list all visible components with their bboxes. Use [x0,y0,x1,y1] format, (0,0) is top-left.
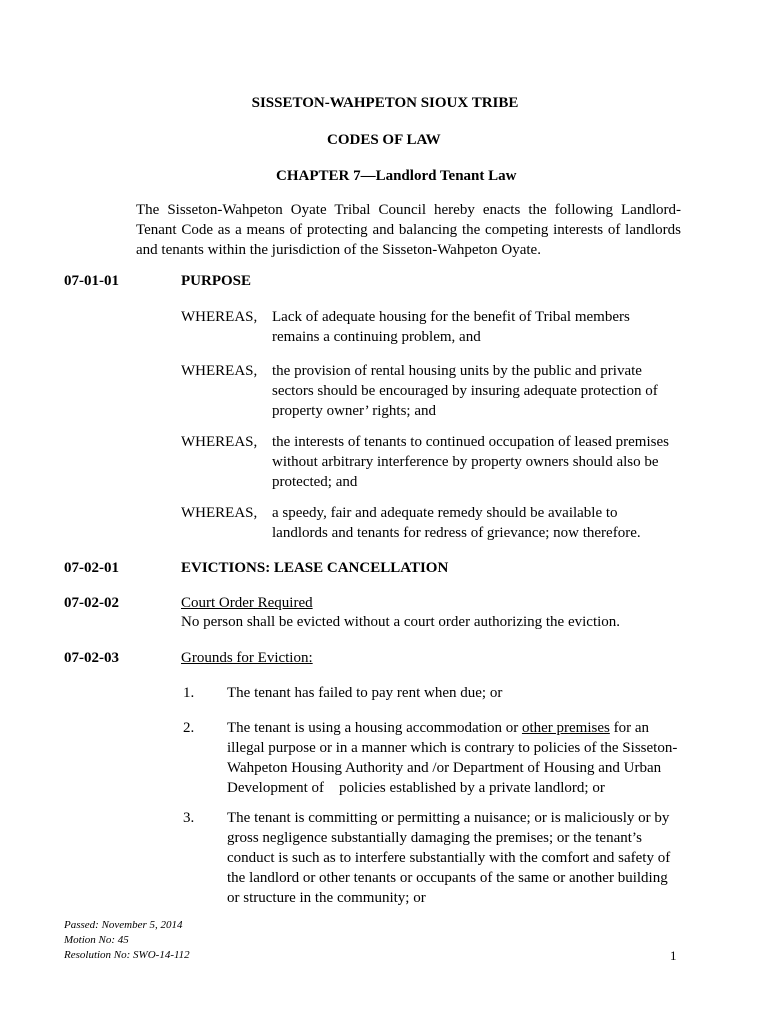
codes-title: CODES OF LAW [327,132,441,148]
section-number-court-order: 07-02-02 [64,595,119,611]
list-item-text: The tenant has failed to pay rent when due; or [227,685,503,701]
list-item-text: The tenant is committing or permitting a nuisance; or is maliciously or by gross negligence substantially damaging the premises; or the tenant’s conduct is such as to interfere substantially with the comfort and safety of the landlord or other tenants or occupants of the same or another building or structure in the community; or [227,810,671,906]
other-premises-underline: other premises [521,720,610,736]
footer-resolution: Resolution No: SWO-14-112 [64,949,190,961]
tribe-title: SISSETON-WAHPETON SIOUX TRIBE [251,95,519,111]
page-number: 1 [670,948,677,963]
whereas-label: WHEREAS, [181,309,258,325]
intro-paragraph: The Sisseton-Wahpeton Oyate Tribal Council hereby enacts the following Landlord-Tenant Code as a means of protecting and balancing the competing interests of landlords and tenants within the jurisdiction of the Sisseton-Wahpeton Oyate. [136,202,681,258]
section-title-grounds: Grounds for Eviction: [181,650,313,666]
whereas-clause: the provision of rental housing units by the public and private sectors should be encouraged by insuring adequate protection of property owner’ rights; and [272,363,658,419]
section-title-evictions: EVICTIONS: LEASE CANCELLATION [181,560,449,576]
chapter-title: CHAPTER 7—Landlord Tenant Law [276,168,517,184]
list-item-text: The tenant is using a housing accommodation or other premises for an illegal purpose or in a manner which is contrary to policies of the Sisseton-Wahpeton Housing Authority and /or Department of Housing and Urban Development of policies established by a private landlord; or [227,720,678,796]
list-item-number: 3. [183,810,195,826]
whereas-clause: Lack of adequate housing for the benefit of Tribal members remains a continuing problem, and [272,309,630,345]
section-title-court-order: Court Order Required [181,595,313,611]
footer-motion: Motion No: 45 [64,934,129,946]
section-number-purpose: 07-01-01 [64,273,119,289]
whereas-label: WHEREAS, [181,505,258,521]
whereas-clause: a speedy, fair and adequate remedy should be available to landlords and tenants for redress of grievance; now therefore. [272,505,641,541]
whereas-label: WHEREAS, [181,363,258,379]
section-title-purpose: PURPOSE [181,273,252,289]
whereas-clause: the interests of tenants to continued occupation of leased premises without arbitrary interference by property owners should also be protected; and [272,434,669,490]
footer-passed: Passed: November 5, 2014 [64,919,183,931]
list-item-number: 2. [183,720,195,736]
section-number-grounds: 07-02-03 [64,650,119,666]
court-order-text: No person shall be evicted without a court order authorizing the eviction. [181,614,621,630]
list-item-number: 1. [183,685,195,701]
section-number-evictions: 07-02-01 [64,560,119,576]
whereas-label: WHEREAS, [181,434,258,450]
